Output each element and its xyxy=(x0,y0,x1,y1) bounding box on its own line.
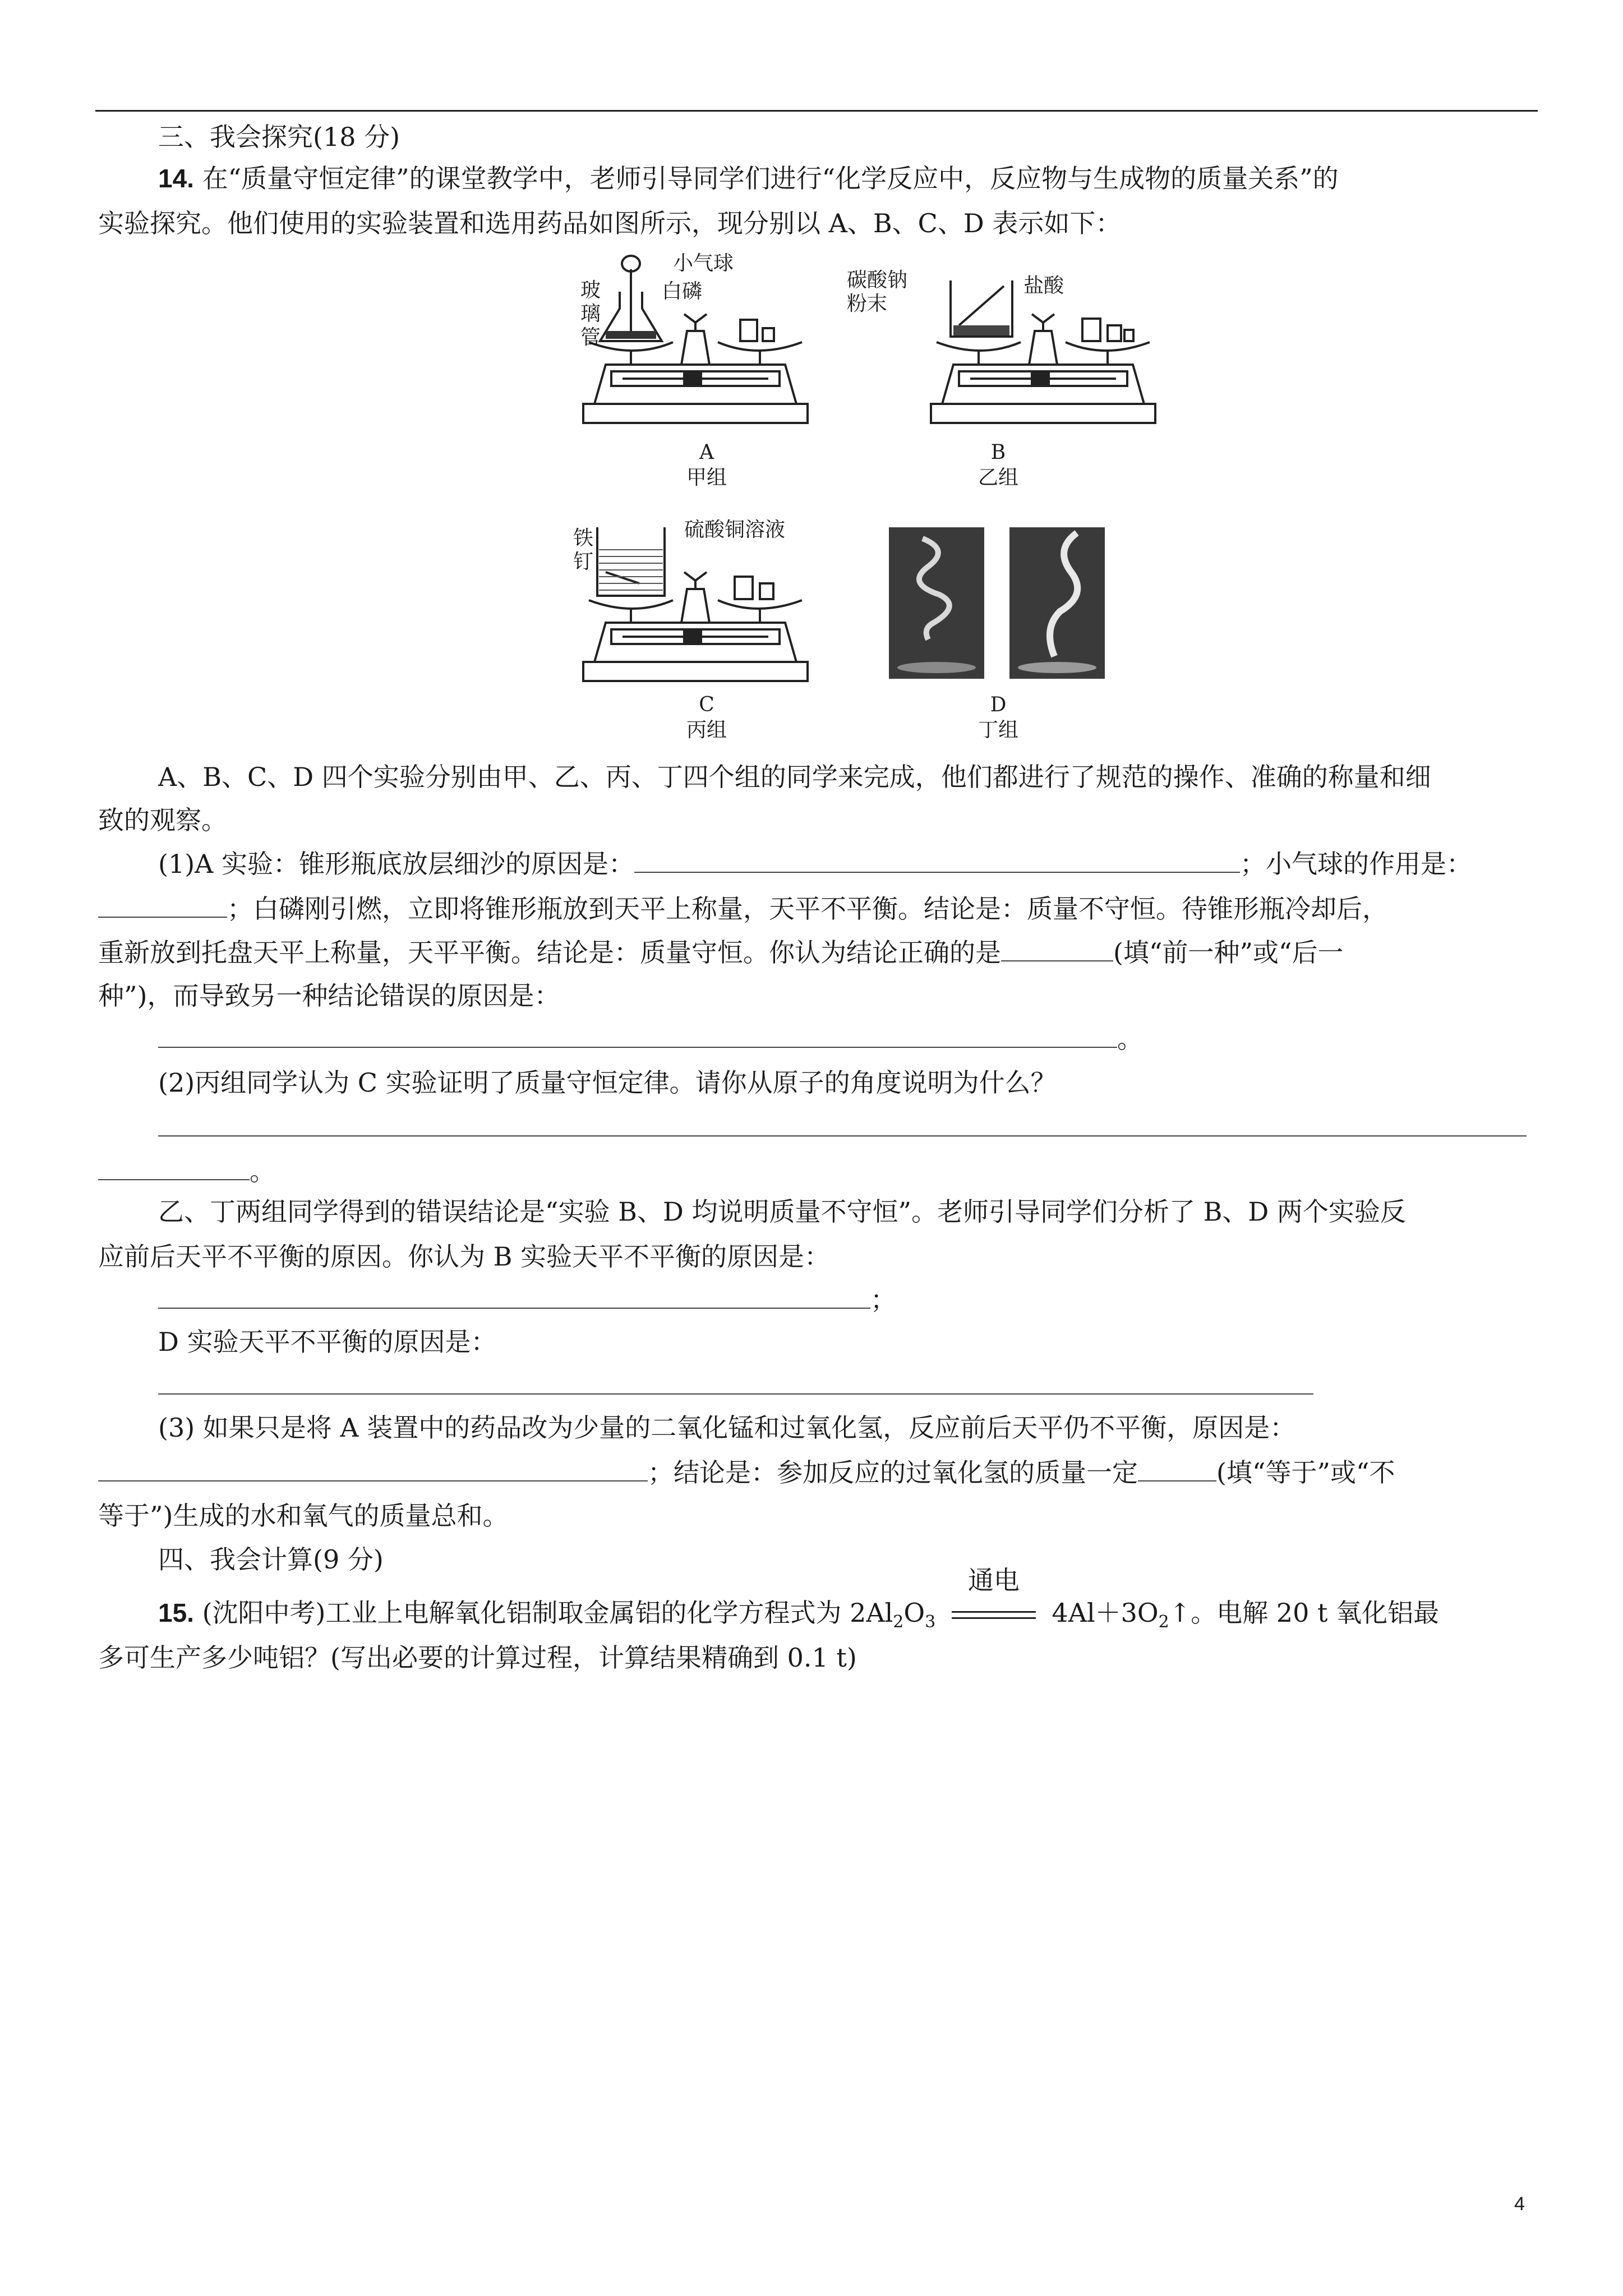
label-sodium-carbonate: 碳酸钠 xyxy=(847,269,908,292)
figure-d-magnesium-photo-before xyxy=(889,527,984,679)
page-number: 4 xyxy=(1514,2193,1525,2215)
part2b-line3: ； xyxy=(158,1283,896,1317)
section-title: 三、我会探究(18 分) xyxy=(158,122,400,152)
part3-line3: 等于”)生成的水和氧气的质量总和。 xyxy=(98,1501,509,1531)
part1-line1: (1)A 实验：锥形瓶底放层细沙的原因是： ；小气球的作用是： xyxy=(158,847,1472,881)
answer-blank-atomic-explanation-2[interactable] xyxy=(98,1154,250,1180)
part2-line3: 。 xyxy=(98,1154,275,1188)
part2b-line1: 乙、丁两组同学得到的错误结论是“实验 B、D 均说明质量不守恒”。老师引导同学们分析了 B、D 两个实验反 xyxy=(158,1197,1406,1227)
figure-a-group: 甲组 xyxy=(686,466,727,489)
question-number: 14. xyxy=(158,164,194,193)
part2b-line4: D 实验天平不平衡的原因是： xyxy=(158,1327,497,1357)
figure-a-letter: A xyxy=(699,441,714,464)
intro-line1: A、B、C、D 四个实验分别由甲、乙、丙、丁四个组的同学来完成，他们都进行了规范的操作、准确的称量和细 xyxy=(158,762,1431,792)
figure-c-group: 丙组 xyxy=(686,719,727,742)
label-iron-nail-1: 铁 xyxy=(573,527,594,550)
part3-line1: (3) 如果只是将 A 装置中的药品改为少量的二氧化锰和过氧化氢，反应前后天平仍不平衡，原因是： xyxy=(158,1412,1296,1443)
photo-illustration xyxy=(889,527,984,679)
part2-line2 xyxy=(158,1111,1527,1144)
question-number: 15. xyxy=(158,1598,194,1627)
question-15-line2: 多可生产多少吨铝？(写出必要的计算过程，计算结果精确到 0.1 t) xyxy=(98,1642,857,1673)
label-copper-sulfate-solution: 硫酸铜溶液 xyxy=(684,518,786,541)
answer-blank-balloon-role[interactable] xyxy=(98,892,227,918)
question-14-stem-line2: 实验探究。他们使用的实验装置和选用药品如图所示，现分别以 A、B、C、D 表示如下： xyxy=(98,208,1122,238)
answer-blank-atomic-explanation-1[interactable] xyxy=(158,1111,1527,1137)
label-glass-2: 璃 xyxy=(580,302,601,325)
part1-line5: 。 xyxy=(158,1022,1143,1056)
label-small-balloon: 小气球 xyxy=(673,252,734,275)
part3-line2: ；结论是：参加反应的过氧化氢的质量一定 (填“等于”或“不 xyxy=(98,1456,1395,1489)
part2b-line2: 应前后天平不平衡的原因。你认为 B 实验天平不平衡的原因是： xyxy=(98,1241,831,1272)
part1-line4: 种”)，而导致另一种结论错误的原因是： xyxy=(98,981,560,1011)
label-white-phosphorus: 白磷 xyxy=(662,280,703,303)
part1-line3: 重新放到托盘天平上称量，天平平衡。结论是：质量守恒。你认为结论正确的是 (填“前一种”或“后一 xyxy=(98,936,1344,969)
label-hydrochloric-acid: 盐酸 xyxy=(1023,274,1064,297)
figure-d-letter: D xyxy=(990,693,1007,716)
reaction-condition: 通电 xyxy=(952,1596,1036,1630)
header-rule xyxy=(95,110,1538,112)
figure-c-letter: C xyxy=(699,693,714,716)
question-14-stem-line1: 14. 在“质量守恒定律”的课堂教学中，老师引导同学们进行“化学反应中，反应物与生成物的质量关系”的 xyxy=(158,163,1339,194)
answer-blank-b-reason[interactable] xyxy=(158,1283,870,1309)
answer-blank-error-reason[interactable] xyxy=(158,1022,1117,1048)
figure-b-group: 乙组 xyxy=(978,466,1018,489)
section-title: 四、我会计算(9 分) xyxy=(158,1544,384,1575)
equals-sign xyxy=(952,1611,1036,1619)
answer-blank-sand-reason[interactable] xyxy=(634,847,1240,873)
part2-line1: (2)丙组同学认为 C 实验证明了质量守恒定律。请你从原子的角度说明为什么？ xyxy=(158,1068,1057,1098)
answer-blank-equal-or-not[interactable] xyxy=(1138,1456,1216,1481)
photo-illustration xyxy=(1009,527,1105,679)
answer-blank-mno2-reason[interactable] xyxy=(98,1456,648,1481)
intro-line2: 致的观察。 xyxy=(98,805,227,835)
label-powder: 粉末 xyxy=(847,292,888,315)
question-15-line1: 15. (沈阳中考)工业上电解氧化铝制取金属铝的化学方程式为 $2Al_2O_3$ 通电 $4Al+3O_2↑$。电解 20 t 氧化铝最 xyxy=(158,1566,1440,1632)
label-glass-1: 玻 xyxy=(580,279,601,302)
part1-line2: ；白磷刚引燃，立即将锥形瓶放到天平上称量，天平不平衡。结论是：质量不守恒。待锥形瓶冷却后， xyxy=(98,892,1388,926)
answer-blank-d-reason[interactable] xyxy=(158,1369,1313,1395)
figure-d-group: 丁组 xyxy=(978,719,1018,742)
label-glass-3: 管 xyxy=(580,326,601,349)
part2b-line5 xyxy=(158,1369,1313,1402)
figure-d-magnesium-photo-after xyxy=(1009,527,1105,679)
figure-b-letter: B xyxy=(990,441,1006,464)
label-iron-nail-2: 钉 xyxy=(573,550,594,573)
answer-blank-correct-conclusion[interactable] xyxy=(1001,936,1113,961)
